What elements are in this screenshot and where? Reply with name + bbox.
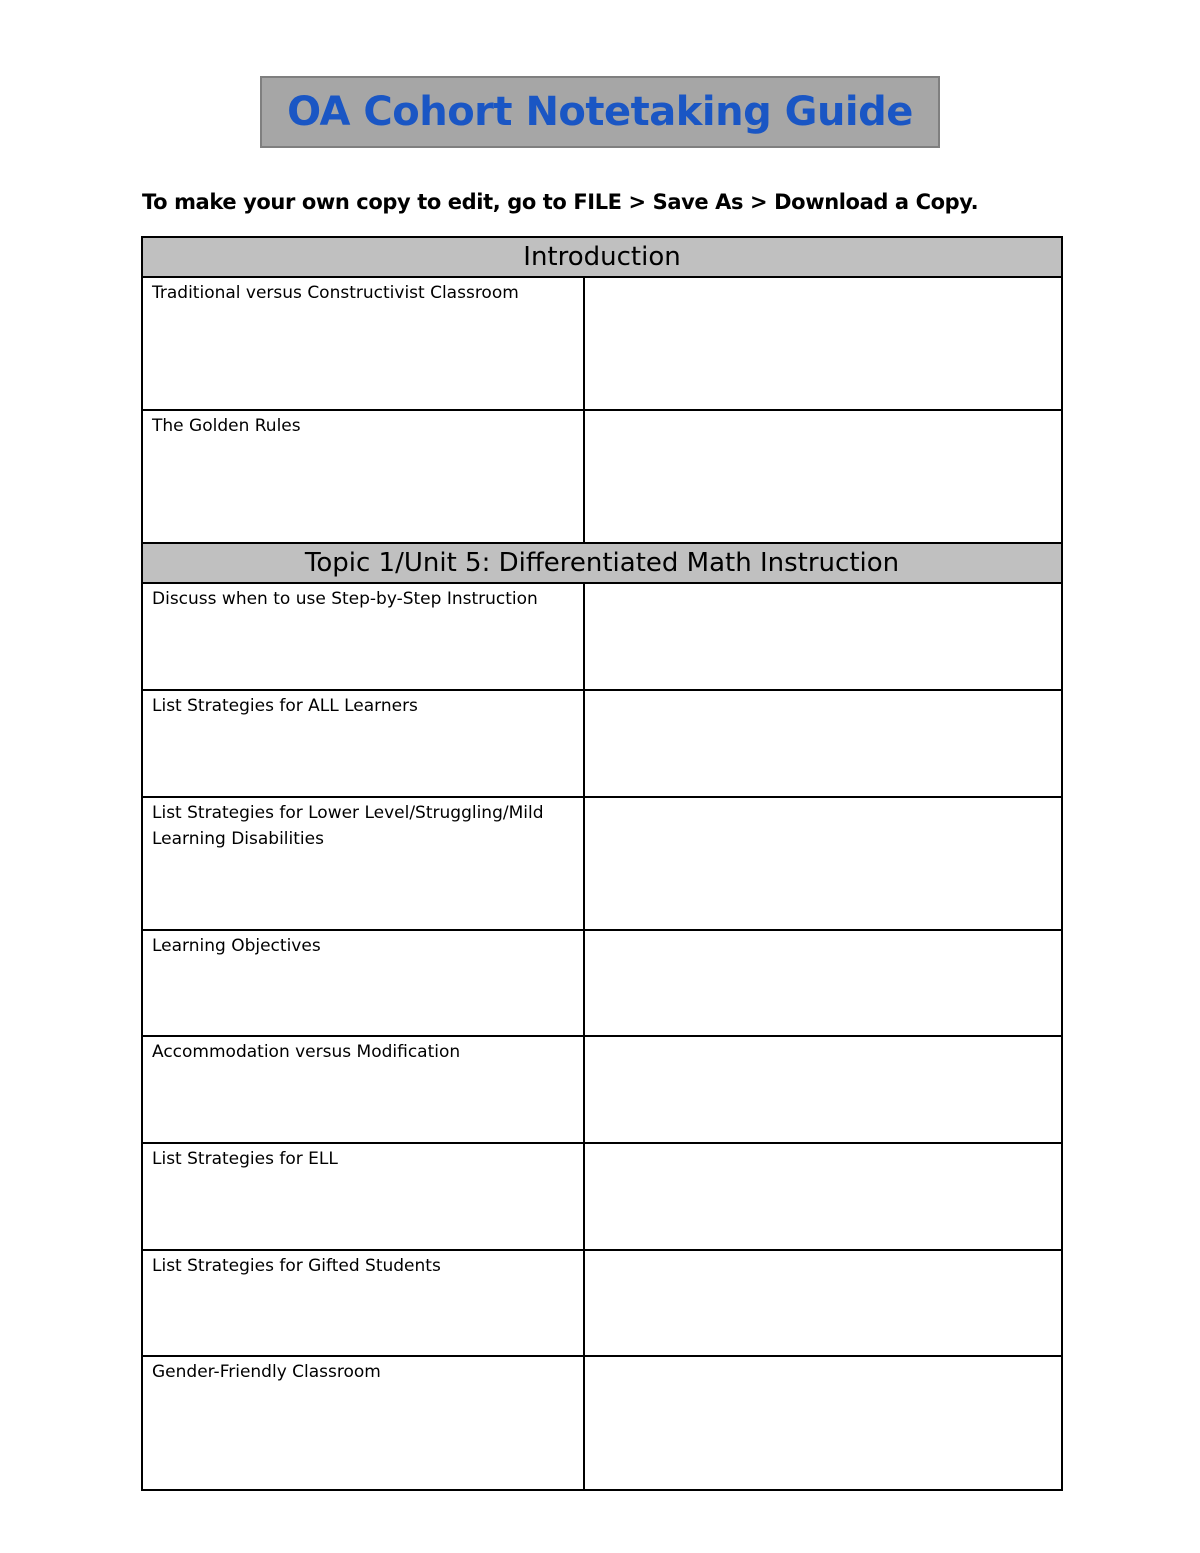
table-row	[142, 1036, 1062, 1143]
notes-cell[interactable]	[584, 930, 1062, 1036]
table-row	[142, 410, 1062, 543]
table-row	[142, 797, 1062, 930]
notes-cell[interactable]	[584, 797, 1062, 930]
table-row	[142, 277, 1062, 410]
table-row	[142, 1250, 1062, 1356]
notes-cell[interactable]	[584, 1250, 1062, 1356]
section-header-introduction	[142, 237, 1062, 277]
notes-cell[interactable]	[584, 1356, 1062, 1490]
prompt-cell: Traditional versus Constructivist Classroom	[142, 277, 584, 410]
notetaking-table	[141, 236, 1063, 1491]
section-heading: Introduction	[142, 237, 1062, 277]
prompt-cell: Accommodation versus Modification	[142, 1036, 584, 1143]
prompt-cell: List Strategies for Gifted Students	[142, 1250, 584, 1356]
table-row	[142, 930, 1062, 1036]
notes-cell[interactable]	[584, 583, 1062, 690]
copy-instructions: To make your own copy to edit, go to FILE > Save As > Download a Copy.	[142, 190, 979, 214]
prompt-cell: Gender-Friendly Classroom	[142, 1356, 584, 1490]
notes-cell[interactable]	[584, 1143, 1062, 1250]
notes-cell[interactable]	[584, 410, 1062, 543]
prompt-cell: List Strategies for ELL	[142, 1143, 584, 1250]
table-row	[142, 1356, 1062, 1490]
section-heading: Topic 1/Unit 5: Differentiated Math Instruction	[142, 543, 1062, 583]
document-title: OA Cohort Notetaking Guide	[287, 89, 913, 135]
title-banner	[260, 76, 940, 148]
prompt-cell: Learning Objectives	[142, 930, 584, 1036]
notes-cell[interactable]	[584, 277, 1062, 410]
prompt-cell: List Strategies for Lower Level/Struggling/Mild Learning Disabilities	[142, 797, 584, 930]
prompt-cell: Discuss when to use Step-by-Step Instruction	[142, 583, 584, 690]
section-header-topic-1	[142, 543, 1062, 583]
table-row	[142, 583, 1062, 690]
table-row	[142, 690, 1062, 797]
notes-cell[interactable]	[584, 690, 1062, 797]
prompt-cell: The Golden Rules	[142, 410, 584, 543]
table-row	[142, 1143, 1062, 1250]
notes-cell[interactable]	[584, 1036, 1062, 1143]
prompt-cell: List Strategies for ALL Learners	[142, 690, 584, 797]
